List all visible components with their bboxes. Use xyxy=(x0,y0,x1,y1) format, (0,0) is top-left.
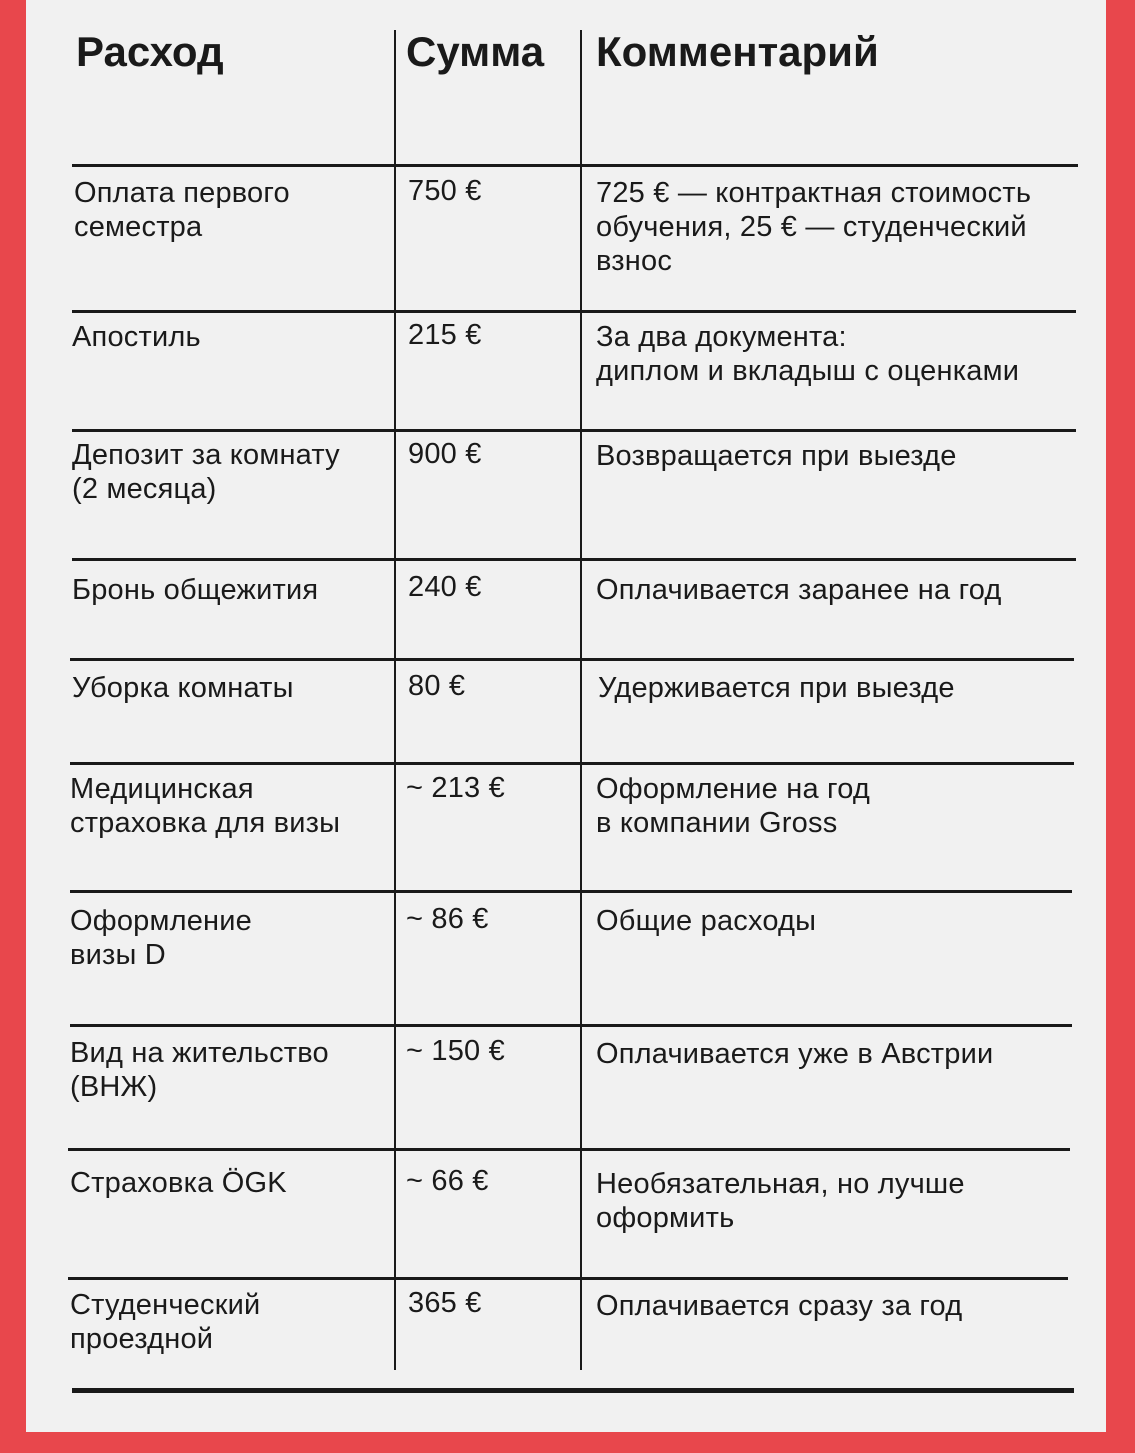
row-5-amount: 80 € xyxy=(408,670,466,702)
row-6-amount: ~ 213 € xyxy=(406,772,505,804)
header-amount: Сумма xyxy=(406,28,545,75)
row-separator xyxy=(72,558,1076,561)
row-5-expense: Уборка комнаты xyxy=(72,672,294,704)
row-4-expense: Бронь общежития xyxy=(72,574,319,606)
row-6-expense: Медицинская страховка для визы xyxy=(70,773,341,839)
table-sheet xyxy=(26,0,1106,1432)
row-9-comment: Необязательная, но лучше оформить xyxy=(596,1168,965,1234)
row-separator xyxy=(68,1277,1068,1280)
row-8-amount: ~ 150 € xyxy=(406,1035,505,1067)
row-7-comment: Общие расходы xyxy=(596,905,817,937)
row-separator xyxy=(68,1148,1070,1151)
row-separator xyxy=(70,1024,1072,1027)
header-comment: Комментарий xyxy=(596,28,879,75)
column-divider-2 xyxy=(580,30,582,1370)
row-9-amount: ~ 66 € xyxy=(406,1165,489,1197)
row-10-expense: Студенческий проездной xyxy=(70,1289,261,1355)
row-1-amount: 750 € xyxy=(408,175,482,207)
row-4-amount: 240 € xyxy=(408,571,482,603)
row-separator xyxy=(72,164,1078,167)
row-3-expense: Депозит за комнату (2 месяца) xyxy=(72,439,340,505)
row-3-amount: 900 € xyxy=(408,438,482,470)
row-8-expense: Вид на жительство (ВНЖ) xyxy=(70,1037,329,1103)
table-bottom-rule xyxy=(72,1388,1074,1393)
row-10-amount: 365 € xyxy=(408,1287,482,1319)
column-divider-1 xyxy=(394,30,396,1370)
row-1-expense: Оплата первого семестра xyxy=(74,177,290,243)
row-separator xyxy=(70,658,1074,661)
row-separator xyxy=(70,890,1072,893)
row-4-comment: Оплачивается заранее на год xyxy=(596,574,1002,606)
row-2-comment: За два документа: диплом и вкладыш с оценками xyxy=(596,321,1020,387)
row-7-amount: ~ 86 € xyxy=(406,903,489,935)
row-5-comment: Удерживается при выезде xyxy=(598,672,955,704)
header-expense: Расход xyxy=(76,28,224,75)
row-9-expense: Страховка ÖGK xyxy=(70,1167,287,1199)
row-3-comment: Возвращается при выезде xyxy=(596,440,957,472)
row-2-amount: 215 € xyxy=(408,319,482,351)
row-10-comment: Оплачивается сразу за год xyxy=(596,1290,963,1322)
row-separator xyxy=(72,429,1076,432)
row-separator xyxy=(72,310,1076,313)
row-separator xyxy=(70,762,1074,765)
row-1-comment: 725 € — контрактная стоимость обучения, 25 € — студенческий взнос xyxy=(596,177,1032,277)
row-7-expense: Оформление визы D xyxy=(70,905,253,971)
row-8-comment: Оплачивается уже в Австрии xyxy=(596,1038,994,1070)
row-2-expense: Апостиль xyxy=(72,321,201,353)
row-6-comment: Оформление на год в компании Gross xyxy=(596,773,871,839)
